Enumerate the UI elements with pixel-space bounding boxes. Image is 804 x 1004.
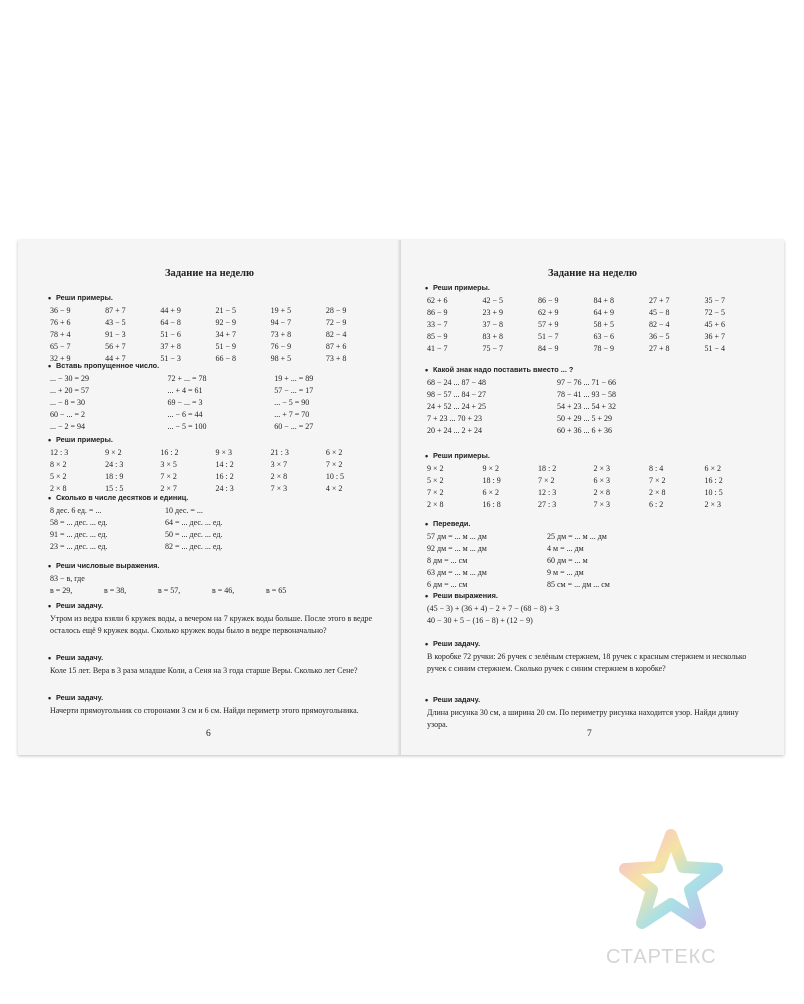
exercise-item: 86 − 9 [538, 296, 559, 305]
exercise-item: 10 : 5 [704, 488, 723, 497]
exercise-item: 8 дес. 6 ед. = ... [50, 506, 102, 515]
exercise-item: 12 : 3 [538, 488, 557, 497]
exercise-item: 76 − 9 [270, 342, 292, 351]
exercise-item: 24 : 3 [215, 484, 234, 493]
exercise-item: 2 × 3 [704, 500, 722, 509]
exercise-item: 44 + 7 [105, 354, 126, 363]
exercise-item: 36 + 7 [704, 332, 726, 341]
exercise-item: 28 − 9 [325, 306, 347, 315]
convert-grid [425, 531, 667, 591]
exercise-item: 37 + 8 [160, 342, 181, 351]
exercise-item: 4 × 2 [325, 484, 343, 493]
exercise-item: ... − 5 = 90 [274, 398, 310, 407]
brand-watermark: СТАРТЕКС [606, 946, 717, 968]
section-title: • Переведи. [425, 518, 760, 530]
exercise-item: 58 = ... дес. ... ед. [50, 518, 108, 527]
page-title: Задание на неделю [547, 268, 638, 279]
section-title: • Реши задачу. [425, 638, 760, 650]
exercise-item: 60 дм = ... м [547, 556, 588, 565]
example-grid [425, 463, 760, 511]
exercise-item: ... + 20 = 57 [50, 386, 90, 395]
exercise-item: 63 дм = ... м ... дм [427, 568, 487, 577]
exercise-item: 68 − 24 ... 87 − 48 [427, 378, 487, 387]
exercise-item: 78 − 41 ... 93 − 58 [557, 390, 617, 399]
left-section-7 [48, 652, 381, 677]
exercise-item: 9 × 2 [105, 448, 122, 457]
star-logo-icon [616, 825, 726, 935]
exercise-item: 54 + 23 ... 54 + 32 [557, 402, 617, 411]
exercise-item: ... − 30 = 29 [50, 374, 90, 383]
exercise-item: 64 − 8 [160, 318, 181, 327]
exercise-item: 2 × 8 [427, 500, 444, 509]
exercise-item: 98 + 5 [270, 354, 292, 363]
exercise-item: 5 × 2 [50, 472, 67, 481]
exercise-item: 24 : 3 [105, 460, 124, 469]
right-section-4 [425, 518, 760, 591]
exercise-item: 62 + 6 [427, 296, 448, 305]
exercise-item: 33 − 7 [427, 320, 448, 329]
exercise-item: 8 : 4 [649, 464, 664, 473]
exercise-item: 92 дм = ... м ... дм [427, 544, 487, 553]
exercise-item: 23 = ... дес. ... ед. [50, 542, 108, 551]
right-section-1 [425, 282, 760, 355]
exercise-item: в = 46, [212, 586, 235, 595]
exercise-item: 64 = ... дес. ... ед. [165, 518, 223, 527]
expression-line: 40 − 30 + 5 − (16 − 8) + (12 − 9) [427, 616, 533, 625]
page-number: 7 [587, 729, 592, 739]
exercise-item: 25 дм = ... м ... дм [547, 532, 607, 541]
section-title: • Реши числовые выражения. [48, 560, 381, 572]
right-section-6 [425, 638, 760, 675]
exercise-item: ... − 5 = 100 [167, 422, 207, 431]
exercise-item: 6 × 2 [325, 448, 343, 457]
exercise-item: 51 − 3 [160, 354, 181, 363]
exercise-item: 2 × 8 [50, 484, 67, 493]
exercise-item: 12 : 3 [50, 448, 69, 457]
exercise-item: 94 − 7 [270, 318, 292, 327]
exercise-item: 91 = ... дес. ... ед. [50, 530, 108, 539]
exercise-item: 5 × 2 [427, 476, 444, 485]
exercise-item: 73 + 8 [270, 330, 292, 339]
example-grid [425, 295, 760, 355]
exercise-item: 72 − 5 [704, 308, 726, 317]
left-page [18, 240, 401, 755]
exercise-item: 83 + 8 [482, 332, 504, 341]
exercise-item: 10 дес. = ... [165, 506, 203, 515]
exercise-item: ... − 6 = 44 [167, 410, 203, 419]
exercise-item: 87 + 7 [105, 306, 126, 315]
task-text: Утром из ведра взяли 6 кружек воды, а вечером на 7 кружек воды больше. После этого в ведре осталось ещё 9 кружек воды. Сколько кружек воды было в ведре первоначально? [50, 614, 373, 635]
exercise-item: 42 − 5 [482, 296, 504, 305]
right-section-5 [425, 590, 760, 627]
exercise-item: в = 29, [50, 586, 73, 595]
exercise-item: 57 − ... = 17 [274, 386, 314, 395]
exercise-item: 51 − 4 [704, 344, 726, 353]
values-row [48, 585, 381, 597]
exercise-item: 51 − 9 [215, 342, 237, 351]
exercise-item: 50 = ... дес. ... ед. [165, 530, 223, 539]
exercise-item: 18 : 2 [538, 464, 557, 473]
exercise-item: 9 × 3 [215, 448, 233, 457]
exercise-item: 82 − 4 [649, 320, 670, 329]
exercise-item: 82 = ... дес. ... ед. [165, 542, 223, 551]
exercise-item: 24 + 52 ... 24 + 25 [427, 402, 487, 411]
exercise-item: в = 65 [266, 586, 287, 595]
exercise-item: 92 − 9 [215, 318, 237, 327]
example-grid [48, 305, 381, 365]
exercise-item: 51 − 6 [160, 330, 181, 339]
exercise-item: 3 × 7 [270, 460, 288, 469]
exercise-item: 16 : 2 [215, 472, 234, 481]
section-title: • Вставь пропущенное число. [48, 360, 381, 372]
exercise-item: 35 − 7 [704, 296, 726, 305]
exercise-item: 7 + 23 ... 70 + 23 [427, 414, 483, 423]
exercise-item: 23 + 9 [482, 308, 504, 317]
exercise-item: ... + 4 = 61 [167, 386, 203, 395]
exercise-item: 43 − 5 [105, 318, 126, 327]
exercise-item: 97 − 76 ... 71 − 66 [557, 378, 617, 387]
exercise-item: 44 + 9 [160, 306, 181, 315]
section-title: • Реши выражения. [425, 590, 760, 602]
example-grid [48, 447, 381, 495]
exercise-item: 72 − 9 [325, 318, 347, 327]
exercise-item: 14 : 2 [215, 460, 234, 469]
exercise-item: 2 × 7 [160, 484, 177, 493]
exercise-item: 64 + 9 [593, 308, 615, 317]
exercise-item: 2 × 8 [649, 488, 666, 497]
exercise-item: 82 − 4 [325, 330, 347, 339]
right-section-2 [425, 364, 760, 437]
task-text: Начерти прямоугольник со сторонами 3 см и 6 см. Найди периметр этого прямоугольника. [50, 706, 359, 715]
exercise-item: 16 : 8 [482, 500, 501, 509]
exercise-item: 66 − 8 [215, 354, 237, 363]
task-text: Коле 15 лет. Вера в 3 раза младше Коли, а Сеня на 3 года старше Веры. Сколько лет Сене? [50, 666, 358, 675]
exercise-item: в = 38, [104, 586, 127, 595]
exercise-item: 62 + 9 [538, 308, 559, 317]
exercise-item: 57 дм = ... м ... дм [427, 532, 487, 541]
exercise-item: 65 − 7 [50, 342, 71, 351]
exercise-item: ... + 7 = 70 [274, 410, 310, 419]
exercise-item: 8 дм = ... см [427, 556, 468, 565]
exercise-item: 98 − 57 ... 84 − 27 [427, 390, 487, 399]
exercise-item: 36 − 5 [649, 332, 670, 341]
exercise-item: 7 × 2 [538, 476, 555, 485]
exercise-item: 19 + ... = 89 [274, 374, 314, 383]
exercise-item: 21 − 5 [215, 306, 237, 315]
exercise-item: 6 дм = ... см [427, 580, 468, 589]
exercise-item: 84 − 9 [538, 344, 559, 353]
exercise-item: 56 + 7 [105, 342, 126, 351]
exercise-item: 75 − 7 [482, 344, 504, 353]
exercise-item: 10 : 5 [325, 472, 345, 481]
left-section-3 [48, 434, 381, 495]
exercise-item: 91 − 3 [105, 330, 126, 339]
exercise-item: 78 + 4 [50, 330, 71, 339]
exercise-item: 6 × 2 [704, 464, 722, 473]
compare-grid [425, 377, 687, 437]
exercise-item: 78 − 9 [593, 344, 615, 353]
exercise-item: 6 : 2 [649, 500, 664, 509]
exercise-item: 7 × 2 [649, 476, 666, 485]
left-section-1 [48, 292, 381, 365]
exercise-item: 9 × 2 [482, 464, 500, 473]
left-section-2 [48, 360, 381, 433]
exercise-item: 60 − ... = 27 [274, 422, 314, 431]
exercise-item: 58 + 5 [593, 320, 615, 329]
exercise-item: 73 + 8 [325, 354, 347, 363]
left-section-5 [48, 560, 381, 597]
exercise-item: 16 : 2 [704, 476, 723, 485]
tens-units-grid [48, 505, 280, 553]
exercise-item: 87 + 6 [325, 342, 347, 351]
exercise-item: 7 × 2 [160, 472, 177, 481]
exercise-item: 27 : 3 [538, 500, 557, 509]
exercise-item: 15 : 5 [105, 484, 124, 493]
exercise-item: 76 + 6 [50, 318, 71, 327]
exercise-item: ... − 2 = 94 [50, 422, 86, 431]
right-page [401, 240, 784, 755]
exercise-item: 86 − 9 [427, 308, 448, 317]
expression-line: 83 − в, где [50, 574, 85, 583]
exercise-item: 72 + ... = 78 [167, 374, 207, 383]
exercise-item: 6 × 2 [482, 488, 500, 497]
exercise-item: 63 − 6 [593, 332, 615, 341]
exercise-item: 16 : 2 [160, 448, 179, 457]
exercise-item: 20 + 24 ... 2 + 24 [427, 426, 483, 435]
section-title: • Реши задачу. [425, 694, 760, 706]
right-section-3 [425, 450, 760, 511]
exercise-item: 9 м = ... дм [547, 568, 584, 577]
exercise-item: 37 − 8 [482, 320, 504, 329]
exercise-item: 18 : 9 [482, 476, 501, 485]
page-title: Задание на неделю [164, 268, 255, 279]
exercise-item: 6 × 3 [593, 476, 611, 485]
exercise-item: 21 : 3 [270, 448, 289, 457]
exercise-item: 18 : 9 [105, 472, 124, 481]
left-section-6 [48, 600, 381, 637]
exercise-item: 27 + 7 [649, 296, 670, 305]
exercise-item: 45 + 6 [704, 320, 726, 329]
section-title: • Реши примеры. [48, 292, 381, 304]
exercise-item: 19 + 5 [270, 306, 292, 315]
exercise-item: 85 см = ... дм ... см [547, 580, 610, 589]
exercise-item: 2 × 8 [270, 472, 288, 481]
exercise-item: 60 − ... = 2 [50, 410, 86, 419]
task-text: Длина рисунка 30 см, а ширина 20 см. По периметру рисунка находится узор. Найди длину узора. [427, 708, 739, 729]
task-text: В коробке 72 ручки: 26 ручек с зелёным стержнем, 18 ручек с красным стержнем и несколько ручек с синим стержнем. Сколько ручек с синим стержнем в коробке? [427, 652, 747, 673]
expression-line: (45 − 3) + (36 + 4) − 2 + 7 − (68 − 8) + 3 [427, 604, 560, 613]
left-section-4 [48, 492, 381, 553]
exercise-item: 2 × 8 [593, 488, 611, 497]
exercise-item: 85 − 9 [427, 332, 448, 341]
section-title: • Реши задачу. [48, 692, 381, 704]
exercise-item: 34 + 7 [215, 330, 237, 339]
right-section-7 [425, 694, 760, 731]
section-title: • Какой знак надо поставить вместо ... ? [425, 364, 760, 376]
section-title: • Реши задачу. [48, 600, 381, 612]
section-title: • Сколько в числе десятков и единиц. [48, 492, 381, 504]
missing-number-grid [48, 373, 381, 433]
exercise-item: 7 × 2 [325, 460, 343, 469]
exercise-item: 57 + 9 [538, 320, 559, 329]
exercise-item: 51 − 7 [538, 332, 559, 341]
section-title: • Реши примеры. [425, 450, 760, 462]
exercise-item: 50 + 29 ... 5 + 29 [557, 414, 613, 423]
exercise-item: 3 × 5 [160, 460, 177, 469]
open-workbook [18, 240, 784, 755]
exercise-item: ... − 8 = 30 [50, 398, 86, 407]
section-title: • Реши задачу. [48, 652, 381, 664]
section-title: • Реши примеры. [48, 434, 381, 446]
exercise-item: 41 − 7 [427, 344, 448, 353]
exercise-item: 32 + 9 [50, 354, 71, 363]
exercise-item: 36 − 9 [50, 306, 71, 315]
exercise-item: 4 м = ... дм [547, 544, 584, 553]
exercise-item: 7 × 3 [593, 500, 611, 509]
exercise-item: 69 − ... = 3 [167, 398, 203, 407]
section-title: • Реши примеры. [425, 282, 760, 294]
exercise-item: 7 × 3 [270, 484, 288, 493]
exercise-item: 9 × 2 [427, 464, 444, 473]
exercise-item: 27 + 8 [649, 344, 670, 353]
exercise-item: 45 − 8 [649, 308, 670, 317]
left-section-8 [48, 692, 381, 717]
exercise-item: 8 × 2 [50, 460, 67, 469]
exercise-item: 7 × 2 [427, 488, 444, 497]
exercise-item: в = 57, [158, 586, 181, 595]
page-number: 6 [206, 729, 211, 739]
exercise-item: 2 × 3 [593, 464, 611, 473]
exercise-item: 84 + 8 [593, 296, 615, 305]
exercise-item: 60 + 36 ... 6 + 36 [557, 426, 613, 435]
